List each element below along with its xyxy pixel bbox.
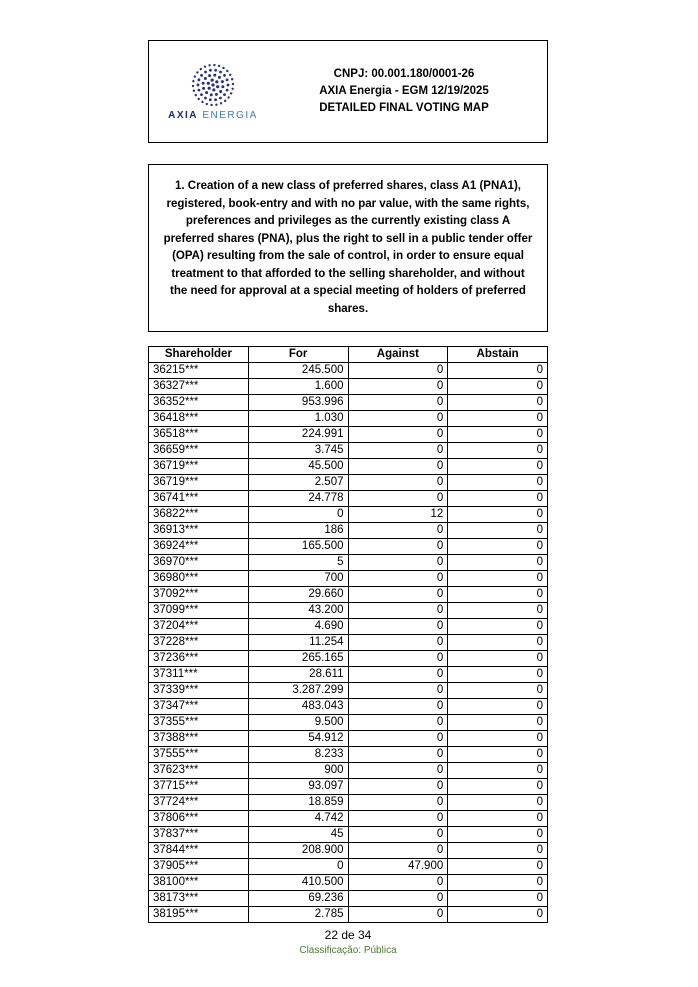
vote-count-cell: 700	[248, 571, 348, 587]
table-row	[149, 507, 548, 523]
vote-count-cell: 0	[448, 555, 548, 571]
shareholder-cell: 37806***	[149, 811, 249, 827]
shareholder-cell: 38173***	[149, 891, 249, 907]
vote-count-cell: 0	[348, 811, 448, 827]
table-row	[149, 619, 548, 635]
shareholder-cell: 36924***	[149, 539, 249, 555]
table-row	[149, 683, 548, 699]
vote-count-cell: 3.287.299	[248, 683, 348, 699]
shareholder-cell: 36327***	[149, 379, 249, 395]
vote-count-cell: 0	[448, 859, 548, 875]
axia-logo	[157, 62, 269, 121]
vote-count-cell: 2.507	[248, 475, 348, 491]
vote-count-cell: 0	[448, 779, 548, 795]
header-row	[149, 347, 548, 363]
table-row	[149, 699, 548, 715]
vote-count-cell: 3.745	[248, 443, 348, 459]
column-header-abstain: Abstain	[448, 347, 548, 363]
vote-count-cell: 0	[348, 459, 448, 475]
shareholder-cell: 36741***	[149, 491, 249, 507]
vote-count-cell: 0	[448, 731, 548, 747]
column-header-against: Against	[348, 347, 448, 363]
table-row	[149, 571, 548, 587]
table-row	[149, 443, 548, 459]
vote-count-cell: 245.500	[248, 363, 348, 379]
logo-secondary-text: ENERGIA	[202, 110, 258, 121]
vote-count-cell: 483.043	[248, 699, 348, 715]
table-row	[149, 731, 548, 747]
shareholder-cell: 37555***	[149, 747, 249, 763]
table-row	[149, 747, 548, 763]
vote-count-cell: 208.900	[248, 843, 348, 859]
shareholder-cell: 37724***	[149, 795, 249, 811]
vote-count-cell: 4.742	[248, 811, 348, 827]
vote-count-cell: 1.600	[248, 379, 348, 395]
vote-count-cell: 0	[448, 763, 548, 779]
vote-count-cell: 0	[348, 907, 448, 923]
vote-count-cell: 0	[448, 651, 548, 667]
shareholder-cell: 36418***	[149, 411, 249, 427]
vote-count-cell: 0	[348, 795, 448, 811]
vote-count-cell: 0	[348, 395, 448, 411]
shareholder-cell: 37311***	[149, 667, 249, 683]
shareholder-cell: 36518***	[149, 427, 249, 443]
vote-count-cell: 265.165	[248, 651, 348, 667]
vote-count-cell: 29.660	[248, 587, 348, 603]
shareholder-cell: 37388***	[149, 731, 249, 747]
vote-count-cell: 28.611	[248, 667, 348, 683]
vote-count-cell: 0	[248, 507, 348, 523]
vote-count-cell: 0	[448, 363, 548, 379]
shareholder-cell: 37623***	[149, 763, 249, 779]
table-row	[149, 811, 548, 827]
vote-count-cell: 0	[348, 715, 448, 731]
vote-count-cell: 0	[348, 491, 448, 507]
voting-table	[148, 346, 548, 923]
table-row	[149, 859, 548, 875]
vote-count-cell: 0	[348, 891, 448, 907]
vote-count-cell: 0	[448, 683, 548, 699]
table-row	[149, 555, 548, 571]
vote-count-cell: 45	[248, 827, 348, 843]
logo-primary-text: AXIA	[168, 110, 199, 121]
vote-count-cell: 0	[348, 603, 448, 619]
vote-count-cell: 0	[448, 667, 548, 683]
vote-count-cell: 0	[448, 523, 548, 539]
vote-count-cell: 5	[248, 555, 348, 571]
vote-count-cell: 0	[348, 619, 448, 635]
table-row	[149, 427, 548, 443]
vote-count-cell: 18.859	[248, 795, 348, 811]
shareholder-cell: 37204***	[149, 619, 249, 635]
vote-count-cell: 0	[448, 811, 548, 827]
table-row	[149, 875, 548, 891]
vote-count-cell: 0	[348, 747, 448, 763]
table-row	[149, 667, 548, 683]
shareholder-cell: 37339***	[149, 683, 249, 699]
vote-count-cell: 0	[348, 763, 448, 779]
column-header-shareholder: Shareholder	[149, 347, 249, 363]
column-header-for: For	[248, 347, 348, 363]
vote-count-cell: 0	[348, 523, 448, 539]
table-row	[149, 539, 548, 555]
vote-count-cell: 8.233	[248, 747, 348, 763]
vote-count-cell: 953.996	[248, 395, 348, 411]
shareholder-cell: 37837***	[149, 827, 249, 843]
vote-count-cell: 0	[448, 699, 548, 715]
shareholder-cell: 36913***	[149, 523, 249, 539]
shareholder-cell: 36719***	[149, 475, 249, 491]
shareholder-cell: 37347***	[149, 699, 249, 715]
shareholder-cell: 38195***	[149, 907, 249, 923]
vote-count-cell: 0	[348, 555, 448, 571]
vote-count-cell: 0	[348, 411, 448, 427]
vote-count-cell: 0	[448, 491, 548, 507]
vote-count-cell: 0	[248, 859, 348, 875]
shareholder-cell: 36719***	[149, 459, 249, 475]
table-row	[149, 795, 548, 811]
vote-count-cell: 0	[448, 715, 548, 731]
vote-count-cell: 0	[448, 459, 548, 475]
vote-count-cell: 11.254	[248, 635, 348, 651]
vote-count-cell: 54.912	[248, 731, 348, 747]
table-row	[149, 379, 548, 395]
document-title: DETAILED FINAL VOTING MAP	[319, 102, 489, 114]
logo-wordmark	[168, 110, 258, 121]
shareholder-cell: 36822***	[149, 507, 249, 523]
vote-count-cell: 0	[448, 907, 548, 923]
voting-table-body	[149, 363, 548, 923]
shareholder-cell: 36215***	[149, 363, 249, 379]
table-row	[149, 843, 548, 859]
vote-count-cell: 0	[348, 539, 448, 555]
classification-label: Classificação: Pública	[299, 945, 397, 956]
page-footer	[148, 928, 548, 957]
vote-count-cell: 0	[448, 507, 548, 523]
vote-count-cell: 0	[348, 475, 448, 491]
vote-count-cell: 2.785	[248, 907, 348, 923]
page-number: 22 de 34	[324, 928, 372, 942]
vote-count-cell: 9.500	[248, 715, 348, 731]
vote-count-cell: 45.500	[248, 459, 348, 475]
vote-count-cell: 4.690	[248, 619, 348, 635]
cnpj-line: CNPJ: 00.001.180/0001-26	[333, 68, 475, 80]
vote-count-cell: 43.200	[248, 603, 348, 619]
table-row	[149, 891, 548, 907]
header-title-block	[269, 66, 539, 117]
table-row	[149, 715, 548, 731]
shareholder-cell: 36352***	[149, 395, 249, 411]
vote-count-cell: 0	[348, 875, 448, 891]
table-row	[149, 651, 548, 667]
table-row	[149, 363, 548, 379]
table-row	[149, 779, 548, 795]
vote-count-cell: 0	[448, 443, 548, 459]
vote-count-cell: 224.991	[248, 427, 348, 443]
vote-count-cell: 24.778	[248, 491, 348, 507]
vote-count-cell: 93.097	[248, 779, 348, 795]
vote-count-cell: 0	[348, 443, 448, 459]
vote-count-cell: 69.236	[248, 891, 348, 907]
vote-count-cell: 0	[348, 635, 448, 651]
vote-count-cell: 0	[448, 379, 548, 395]
table-row	[149, 395, 548, 411]
table-row	[149, 827, 548, 843]
table-row	[149, 475, 548, 491]
shareholder-cell: 36980***	[149, 571, 249, 587]
shareholder-cell: 37905***	[149, 859, 249, 875]
table-row	[149, 587, 548, 603]
shareholder-cell: 37092***	[149, 587, 249, 603]
document-header	[148, 40, 548, 143]
voting-table-header	[149, 347, 548, 363]
vote-count-cell: 0	[448, 571, 548, 587]
vote-count-cell: 0	[348, 571, 448, 587]
shareholder-cell: 37099***	[149, 603, 249, 619]
shareholder-cell: 36970***	[149, 555, 249, 571]
dotted-sphere-icon	[190, 62, 236, 108]
vote-count-cell: 0	[348, 587, 448, 603]
vote-count-cell: 0	[348, 651, 448, 667]
table-row	[149, 603, 548, 619]
shareholder-cell: 37715***	[149, 779, 249, 795]
vote-count-cell: 0	[448, 395, 548, 411]
vote-count-cell: 1.030	[248, 411, 348, 427]
shareholder-cell: 38100***	[149, 875, 249, 891]
shareholder-cell: 37355***	[149, 715, 249, 731]
document-content	[148, 40, 548, 957]
vote-count-cell: 0	[348, 667, 448, 683]
table-row	[149, 763, 548, 779]
vote-count-cell: 0	[348, 843, 448, 859]
agenda-item-description: 1. Creation of a new class of preferred shares, class A1 (PNA1), registered, book-entry and with no par value, with the same rights, preferences and privileges as the currently existing class A preferred shares (PNA), plus the right to sell in a public tender offer (OPA) resulting from the sale of control, in order to ensure equal treatment to that afforded to the selling shareholder, and without the need for approval at a special meeting of holders of preferred shares.	[148, 164, 548, 332]
vote-count-cell: 0	[348, 779, 448, 795]
table-row	[149, 523, 548, 539]
vote-count-cell: 0	[348, 683, 448, 699]
vote-count-cell: 0	[448, 603, 548, 619]
vote-count-cell: 165.500	[248, 539, 348, 555]
vote-count-cell: 0	[348, 427, 448, 443]
table-row	[149, 907, 548, 923]
vote-count-cell: 0	[448, 747, 548, 763]
vote-count-cell: 0	[448, 635, 548, 651]
table-row	[149, 411, 548, 427]
meeting-line: AXIA Energia - EGM 12/19/2025	[319, 85, 489, 97]
vote-count-cell: 0	[448, 619, 548, 635]
vote-count-cell: 0	[348, 363, 448, 379]
vote-count-cell: 0	[448, 875, 548, 891]
vote-count-cell: 0	[448, 475, 548, 491]
shareholder-cell: 37844***	[149, 843, 249, 859]
vote-count-cell: 0	[448, 587, 548, 603]
vote-count-cell: 0	[348, 379, 448, 395]
vote-count-cell: 12	[348, 507, 448, 523]
vote-count-cell: 47.900	[348, 859, 448, 875]
vote-count-cell: 0	[448, 891, 548, 907]
shareholder-cell: 37236***	[149, 651, 249, 667]
vote-count-cell: 0	[348, 731, 448, 747]
shareholder-cell: 37228***	[149, 635, 249, 651]
vote-count-cell: 0	[348, 827, 448, 843]
vote-count-cell: 0	[448, 427, 548, 443]
vote-count-cell: 0	[348, 699, 448, 715]
table-row	[149, 459, 548, 475]
vote-count-cell: 0	[448, 795, 548, 811]
shareholder-cell: 36659***	[149, 443, 249, 459]
vote-count-cell: 900	[248, 763, 348, 779]
table-row	[149, 491, 548, 507]
vote-count-cell: 0	[448, 539, 548, 555]
vote-count-cell: 0	[448, 827, 548, 843]
vote-count-cell: 410.500	[248, 875, 348, 891]
vote-count-cell: 0	[448, 843, 548, 859]
vote-count-cell: 186	[248, 523, 348, 539]
table-row	[149, 635, 548, 651]
vote-count-cell: 0	[448, 411, 548, 427]
